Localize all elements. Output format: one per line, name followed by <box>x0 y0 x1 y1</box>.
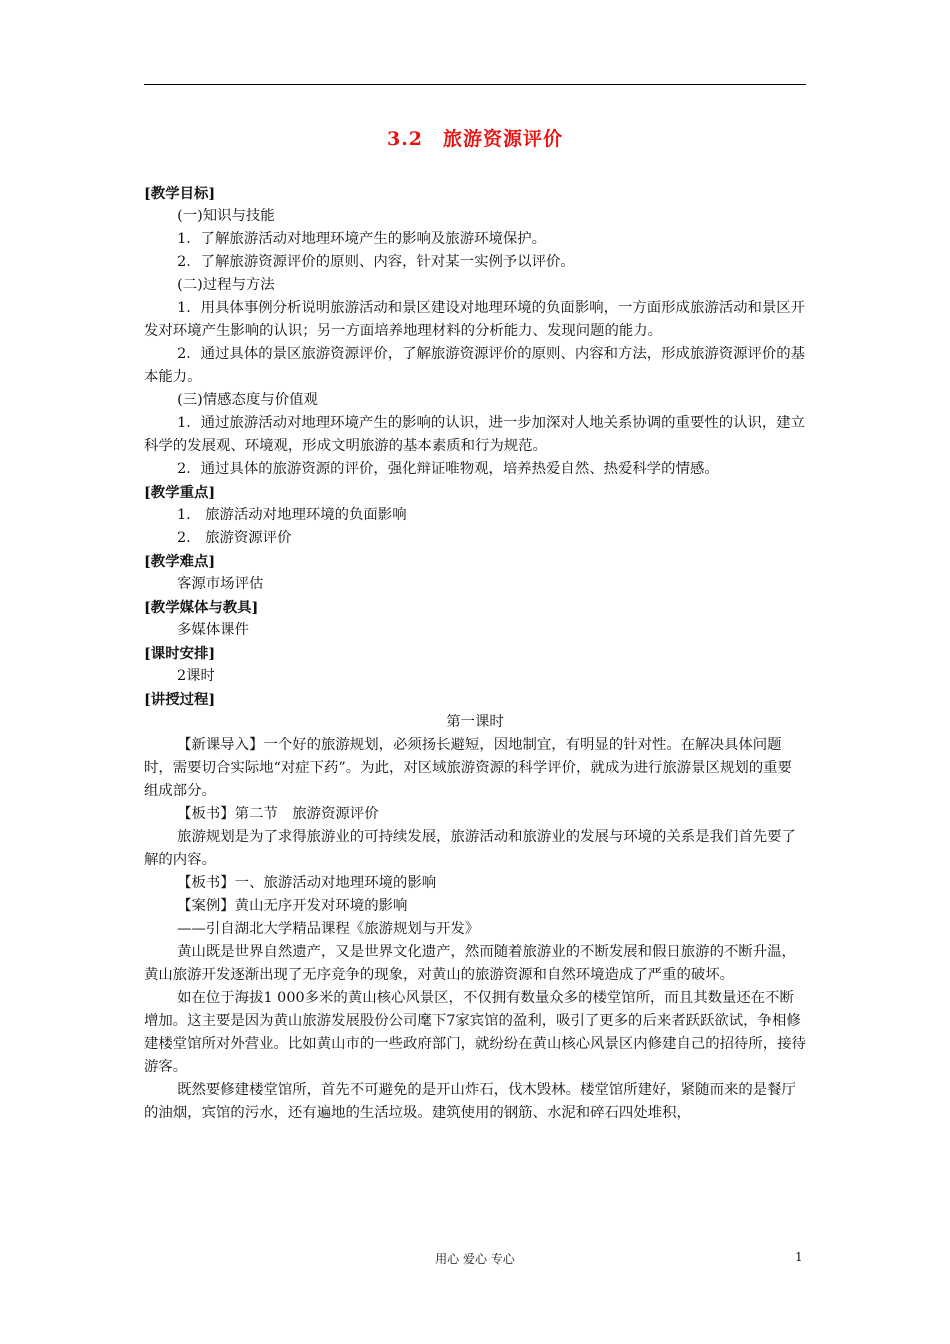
process-paragraph: 旅游规划是为了求得旅游业的可持续发展，旅游活动和旅游业的发展与环境的关系是我们首先要了解的内容。 <box>144 829 796 868</box>
objective-item: 2．通过具体的景区旅游资源评价，了解旅游资源评价的原则、内容和方法，形成旅游资源评价的基本能力。 <box>144 346 806 385</box>
schedule-text: 2课时 <box>177 668 215 684</box>
subheading-knowledge: (一)知识与技能 <box>177 208 275 224</box>
citation: ——引自湖北大学精品课程《旅游规划与开发》 <box>177 921 480 937</box>
process-paragraph: 【新课导入】一个好的旅游规划，必须扬长避短，因地制宜，有明显的针对性。在解决具体问题时，需要切合实际地“对症下药”。为此，对区域旅游资源的科学评价，就成为进行旅游景区规划的重要组成部分。 <box>144 737 792 799</box>
media-text: 多媒体课件 <box>177 622 249 638</box>
key-point-item: 2. 旅游资源评价 <box>177 530 292 546</box>
section-heading-difficulty: [教学难点] <box>144 553 216 570</box>
objective-item: 1．用具体事例分析说明旅游活动和景区建设对地理环境的负面影响，一方面形成旅游活动和景区开发对环境产生影响的认识；另一方面培养地理材料的分析能力、发现问题的能力。 <box>144 300 806 339</box>
objective-item: 1．了解旅游活动对地理环境产生的影响及旅游环境保护。 <box>177 231 547 247</box>
document-body <box>144 182 806 1125</box>
objective-item: 2．通过具体的旅游资源的评价，强化辩证唯物观，培养热爱自然、热爱科学的情感。 <box>177 461 719 477</box>
lesson-label: 第一课时 <box>446 714 504 730</box>
header-rule <box>144 84 806 85</box>
process-paragraph: 【板书】第二节 旅游资源评价 <box>177 806 379 822</box>
section-heading-media: [教学媒体与教具] <box>144 599 259 616</box>
subheading-attitude: (三)情感态度与价值观 <box>177 392 318 408</box>
process-paragraph: 如在位于海拔1 000多米的黄山核心风景区，不仅拥有数量众多的楼堂馆所，而且其数量还在不断增加。这主要是因为黄山旅游发展股份公司麾下7家宾馆的盈利，吸引了更多的后来者跃跃欲试，争相修建楼堂馆所对外营业。比如黄山市的一些政府部门，就纷纷在黄山核心风景区内修建自己的招待所，接待游客。 <box>144 990 806 1075</box>
document-title: 3.2 旅游资源评价 <box>386 128 564 150</box>
difficulty-text: 客源市场评估 <box>177 576 264 592</box>
process-paragraph: 既然要修建楼堂馆所，首先不可避免的是开山炸石，伐木毁林。楼堂馆所建好，紧随而来的是餐厅的油烟，宾馆的污水，还有遍地的生活垃圾。建筑使用的钢筋、水泥和碎石四处堆积， <box>144 1082 796 1121</box>
key-point-item: 1. 旅游活动对地理环境的负面影响 <box>177 507 407 523</box>
section-heading-key-points: [教学重点] <box>144 484 216 501</box>
section-heading-schedule: [课时安排] <box>144 645 216 662</box>
process-paragraph: 【板书】一、旅游活动对地理环境的影响 <box>177 875 437 891</box>
process-paragraph: 黄山既是世界自然遗产，又是世界文化遗产，然而随着旅游业的不断发展和假日旅游的不断升温，黄山旅游开发逐渐出现了无序竞争的现象，对黄山的旅游资源和自然环境造成了严重的破坏。 <box>144 944 796 983</box>
objective-item: 1．通过旅游活动对地理环境产生的影响的认识，进一步加深对人地关系协调的重要性的认识，建立科学的发展观、环境观，形成文明旅游的基本素质和行为规范。 <box>144 415 806 454</box>
process-paragraph: 【案例】黄山无序开发对环境的影响 <box>177 898 408 914</box>
section-heading-process: [讲授过程] <box>144 691 216 708</box>
objective-item: 2．了解旅游资源评价的原则、内容，针对某一实例予以评价。 <box>177 254 575 270</box>
page-number: 1 <box>795 1250 803 1264</box>
footer-text: 用心 爱心 专心 <box>435 1252 515 1266</box>
section-heading-objectives: [教学目标] <box>144 185 216 202</box>
subheading-process: (二)过程与方法 <box>177 277 275 293</box>
